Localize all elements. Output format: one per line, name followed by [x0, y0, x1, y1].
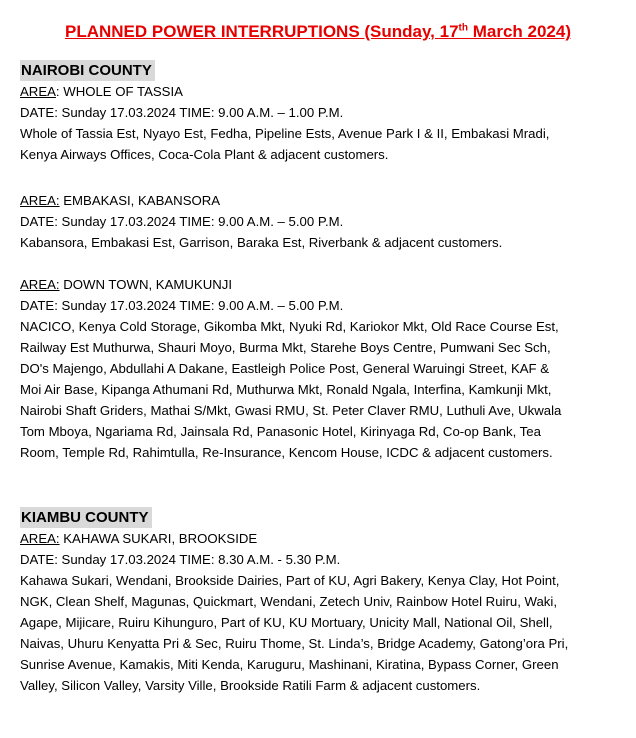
date-time-line: DATE: Sunday 17.03.2024 TIME: 9.00 A.M. – 1.00 P.M. [20, 105, 344, 120]
area-block-downtown [20, 274, 620, 463]
date-time-line: DATE: Sunday 17.03.2024 TIME: 9.00 A.M. – 5.00 P.M. [20, 298, 344, 313]
affected-places-line: Nairobi Shaft Griders, Mathai S/Mkt, Gwasi RMU, St. Peter Claver RMU, Luthuli Ave, Ukwala [20, 403, 562, 418]
area-name: : WHOLE OF TASSIA [55, 84, 183, 99]
nairobi-county-heading-block [20, 60, 620, 81]
affected-places-line: Tom Mboya, Ngariama Rd, Jainsala Rd, Panasonic Hotel, Kirinyaga Rd, Co-op Bank, Tea [20, 424, 541, 439]
area-line [20, 81, 620, 102]
affected-places-line: Agape, Mijicare, Ruiru Kihunguro, Part of KU, KU Mortuary, Unicity Mall, National Oil, Shell, [20, 615, 553, 630]
affected-places-line: Room, Temple Rd, Rahimtulla, Re-Insurance, Kencom House, ICDC & adjacent customers. [20, 445, 553, 460]
title-superscript: th [458, 22, 468, 34]
area-label: AREA: [20, 193, 60, 208]
affected-places-line: Moi Air Base, Kipanga Athumani Rd, Muthurwa Mkt, Ronald Ngala, Interfina, Kamkunji Mkt, [20, 382, 552, 397]
county-heading-kiambu: KIAMBU COUNTY [20, 507, 152, 528]
county-heading-nairobi: NAIROBI COUNTY [20, 60, 155, 81]
affected-places-line: Naivas, Uhuru Kenyatta Pri & Sec, Ruiru Thome, St. Linda’s, Bridge Academy, Gatong’ora Pri, [20, 636, 569, 651]
affected-places-line: Sunrise Avenue, Kamakis, Miti Kenda, Karuguru, Mashinani, Kiratina, Bypass Corner, Green [20, 657, 559, 672]
date-time-line: DATE: Sunday 17.03.2024 TIME: 8.30 A.M. - 5.30 P.M. [20, 552, 341, 567]
area-line [20, 528, 620, 549]
area-name: KAHAWA SUKARI, BROOKSIDE [59, 531, 258, 546]
date-time-line: DATE: Sunday 17.03.2024 TIME: 9.00 A.M. – 5.00 P.M. [20, 214, 344, 229]
area-line [20, 274, 620, 295]
area-name: EMBAKASI, KABANSORA [59, 193, 221, 208]
title-text-end: March 2024) [468, 22, 571, 41]
area-label: AREA [20, 84, 56, 99]
title-text: PLANNED POWER INTERRUPTIONS (Sunday, 17 [64, 22, 459, 41]
area-label: AREA: [20, 277, 60, 292]
area-block-tassia [20, 81, 620, 165]
area-label: AREA: [20, 531, 60, 546]
kiambu-county-heading-block [20, 507, 620, 528]
affected-places-line: NGK, Clean Shelf, Magunas, Quickmart, Wendani, Zetech Univ, Rainbow Hotel Ruiru, Waki, [20, 594, 557, 609]
affected-places-line: Kabansora, Embakasi Est, Garrison, Baraka Est, Riverbank & adjacent customers. [20, 235, 503, 250]
area-block-embakasi [20, 190, 620, 253]
affected-places-line: NACICO, Kenya Cold Storage, Gikomba Mkt, Nyuki Rd, Kariokor Mkt, Old Race Course Est, [20, 319, 559, 334]
affected-places-line: Kahawa Sukari, Wendani, Brookside Dairies, Part of KU, Agri Bakery, Kenya Clay, Hot Point, [20, 573, 560, 588]
page-title [0, 22, 636, 42]
area-block-kahawa-sukari [20, 528, 620, 696]
affected-places-line: Kenya Airways Offices, Coca-Cola Plant & adjacent customers. [20, 147, 389, 162]
area-name: DOWN TOWN, KAMUKUNJI [59, 277, 232, 292]
affected-places-line: Whole of Tassia Est, Nyayo Est, Fedha, Pipeline Ests, Avenue Park I & II, Embakasi Mradi, [20, 126, 550, 141]
affected-places-line: Railway Est Muthurwa, Shauri Moyo, Burma Mkt, Starehe Boys Centre, Pumwani Sec Sch, [20, 340, 551, 355]
affected-places-line: Valley, Silicon Valley, Varsity Ville, Brookside Ratili Farm & adjacent customers. [20, 678, 481, 693]
affected-places-line: DO's Majengo, Abdullahi A Dakane, Eastleigh Police Post, General Waruingi Street, KAF & [20, 361, 550, 376]
area-line [20, 190, 620, 211]
